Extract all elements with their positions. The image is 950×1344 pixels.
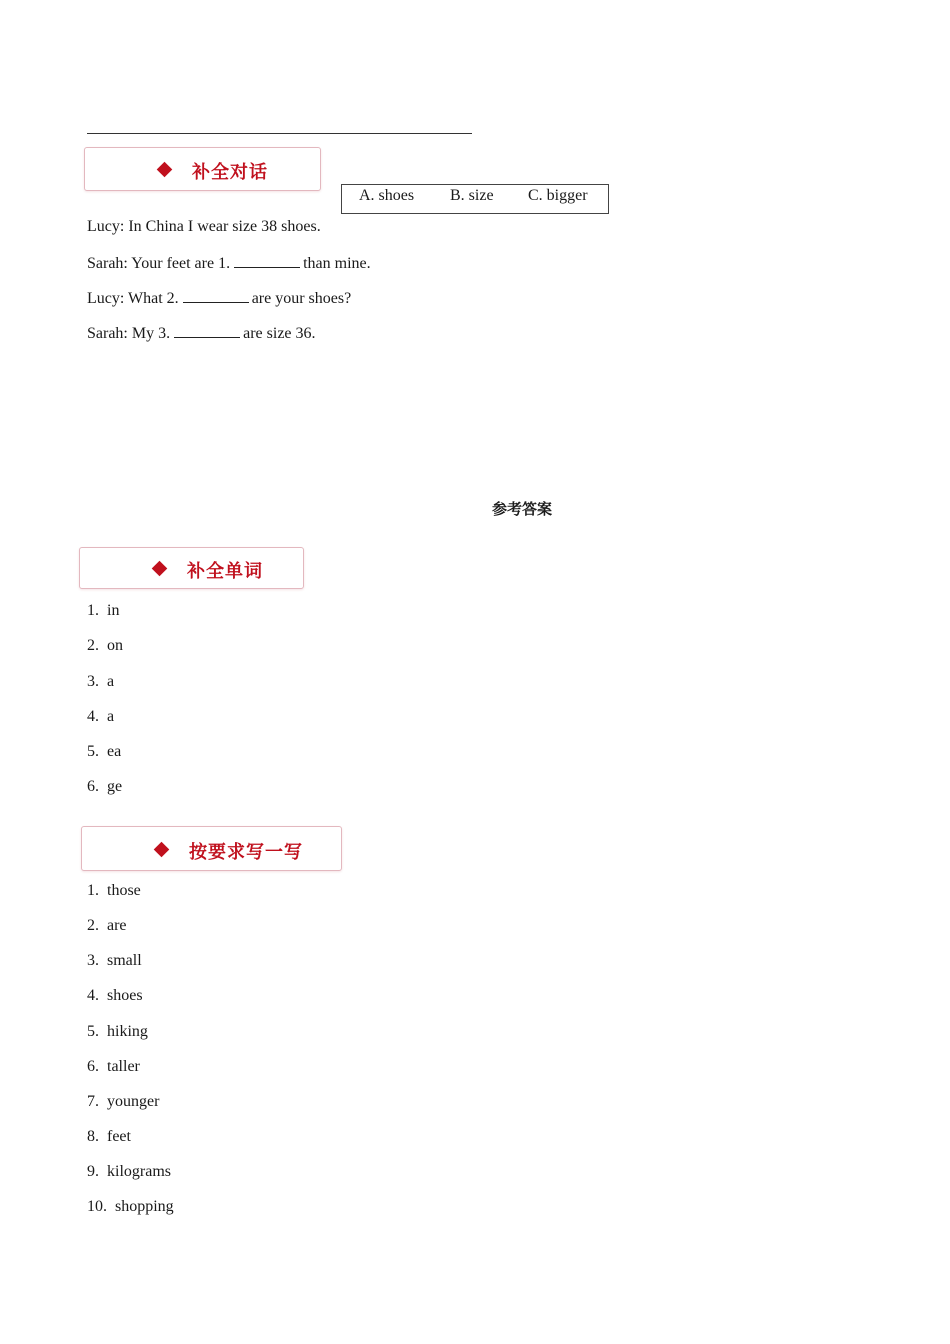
list-item (87, 743, 121, 761)
item-number: 1. (87, 602, 99, 619)
list-item (87, 708, 114, 726)
item-number: 5. (87, 743, 99, 760)
dialogue-text: Lucy: What 2. (87, 290, 179, 307)
list-item (87, 1058, 140, 1076)
section-title: 补全对话 (192, 162, 268, 183)
item-text: kilograms (107, 1163, 171, 1180)
answer-blank[interactable] (183, 288, 249, 303)
item-number: 9. (87, 1163, 99, 1180)
item-text: a (107, 708, 115, 725)
item-number: 7. (87, 1093, 99, 1110)
item-text: those (107, 882, 141, 899)
option-c: C. bigger (528, 187, 588, 204)
dialogue-text: Lucy: In China I wear size 38 shoes. (87, 218, 321, 235)
list-item (87, 637, 123, 655)
answer-blank[interactable] (234, 253, 300, 268)
diamond-icon (157, 162, 173, 178)
list-item (87, 917, 127, 935)
dialogue-text: are your shoes? (251, 290, 352, 307)
item-number: 4. (87, 987, 99, 1004)
item-number: 10. (87, 1198, 107, 1215)
section-header-writing (81, 826, 342, 871)
section-header-dialogue (84, 147, 321, 191)
answer-key-title: 参考答案 (492, 500, 553, 518)
dialogue-text: than mine. (303, 255, 371, 272)
list-item (87, 987, 143, 1005)
dialogue-text: Sarah: Your feet are 1. (87, 255, 231, 272)
dialogue-line-1 (87, 218, 321, 236)
section-title: 补全单词 (187, 561, 263, 582)
section-title: 按要求写一写 (189, 842, 303, 863)
list-item (87, 882, 141, 900)
list-item (87, 1198, 174, 1216)
list-item (87, 602, 119, 620)
dialogue-text: Sarah: My 3. (87, 325, 171, 342)
option-b: B. size (450, 187, 494, 204)
item-number: 5. (87, 1023, 99, 1040)
dialogue-line-2 (87, 253, 371, 273)
top-divider-line (87, 133, 472, 134)
dialogue-line-4 (87, 323, 316, 343)
item-text: are (107, 917, 127, 934)
item-number: 6. (87, 778, 99, 795)
item-number: 6. (87, 1058, 99, 1075)
item-text: hiking (107, 1023, 148, 1040)
item-text: small (107, 952, 142, 969)
item-text: a (107, 673, 115, 690)
list-item (87, 778, 122, 796)
answer-blank[interactable] (174, 323, 240, 338)
item-text: younger (107, 1093, 160, 1110)
dialogue-line-3 (87, 288, 351, 308)
item-number: 3. (87, 673, 99, 690)
list-item (87, 1163, 171, 1181)
list-item (87, 1093, 159, 1111)
section-header-words (79, 547, 304, 589)
dialogue-text: are size 36. (243, 325, 316, 342)
diamond-icon (152, 561, 168, 577)
item-number: 2. (87, 917, 99, 934)
word-options-box (341, 184, 609, 214)
diamond-icon (154, 842, 170, 858)
item-text: in (107, 602, 120, 619)
item-number: 8. (87, 1128, 99, 1145)
item-number: 2. (87, 637, 99, 654)
option-a: A. shoes (359, 187, 415, 204)
list-item (87, 952, 142, 970)
item-number: 3. (87, 952, 99, 969)
item-text: on (107, 637, 123, 654)
item-text: taller (107, 1058, 140, 1075)
item-text: ea (107, 743, 122, 760)
item-text: ge (107, 778, 123, 795)
item-text: shoes (107, 987, 143, 1004)
item-number: 4. (87, 708, 99, 725)
item-text: feet (107, 1128, 131, 1145)
list-item (87, 1023, 148, 1041)
item-number: 1. (87, 882, 99, 899)
list-item (87, 673, 114, 691)
item-text: shopping (115, 1198, 174, 1215)
list-item (87, 1128, 131, 1146)
